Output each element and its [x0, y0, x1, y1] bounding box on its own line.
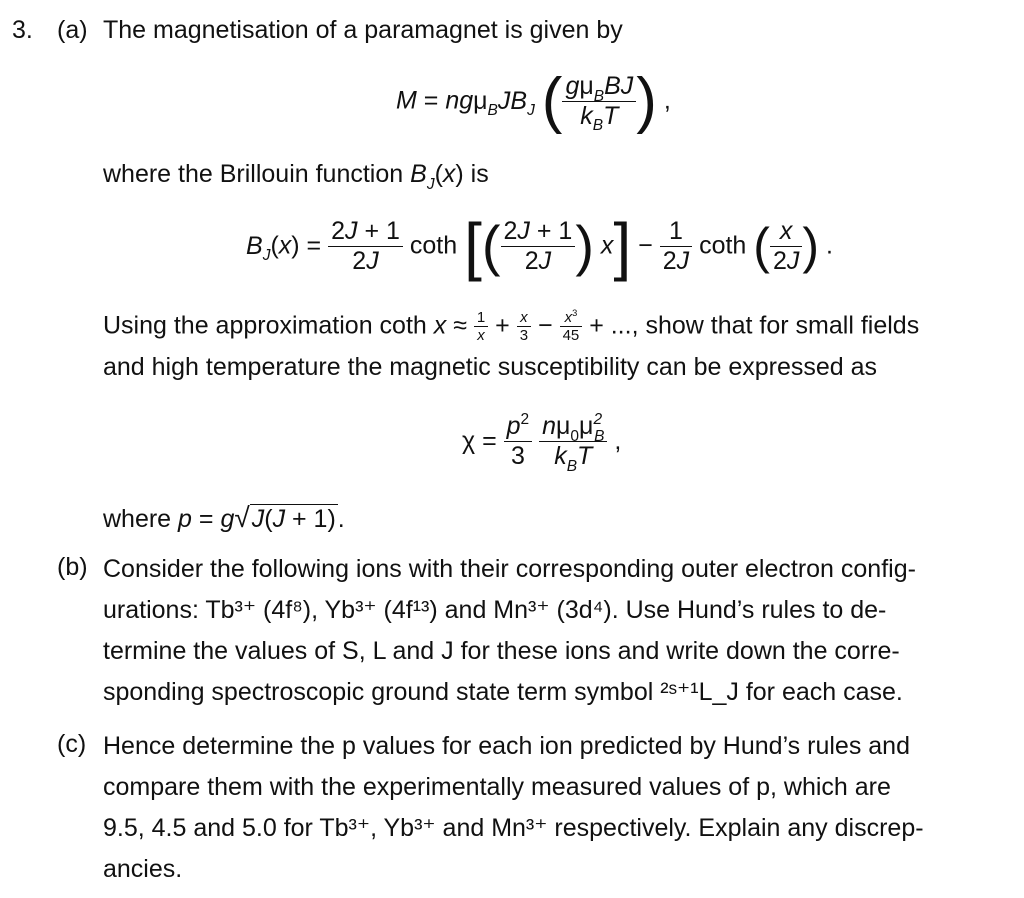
- part-c-line-1: Hence determine the p values for each ion predicted by Hund’s rules and: [103, 732, 910, 760]
- brillouin-equation: $B_J(x)$ = $\frac{2J + 1}{2J}$ coth [( $\frac{2J + 1}{2J}$ ) x] − $\frac{1}{2J}$ coth ( $\frac{x}{2J}$ ) .: [246, 210, 833, 282]
- part-b-line-3: termine the values of S, L and J for these ions and write down the corre-: [103, 637, 900, 665]
- part-b-line-2: urations: Tb³⁺ (4f⁸), Yb³⁺ (4f¹³) and Mn³⁺ (3d⁴). Use Hund’s rules to de-: [103, 596, 887, 624]
- part-b-line-1: Consider the following ions with their corresponding outer electron config-: [103, 555, 916, 583]
- question-number: 3.: [12, 16, 33, 44]
- approximation-line: Using the approximation coth x ≈ $\frac{1}{x}$ + $\frac{x}{3}$ − $\frac{x^3}{45}$ + ..., show that for small fields: [103, 307, 920, 345]
- part-c-label: (c): [57, 730, 87, 758]
- part-a-label: (a): [57, 16, 88, 44]
- brillouin-intro: where the Brillouin function $B_J(x)$ is: [103, 160, 489, 193]
- part-c-line-3: 9.5, 4.5 and 5.0 for Tb³⁺, Yb³⁺ and Mn³⁺ respectively. Explain any discrep-: [103, 814, 924, 842]
- magnetisation-equation: $M = ng\mu_BJB_J$ ( $\frac{g\mu_BBJ}{k_BT}$ ) ,: [396, 66, 671, 135]
- p-definition: where p = g√J(J + 1).: [103, 502, 345, 533]
- part-c-line-4: ancies.: [103, 855, 183, 883]
- approximation-line-2: and high temperature the magnetic susceptibility can be expressed as: [103, 353, 878, 381]
- part-a-intro: The magnetisation of a paramagnet is given by: [103, 16, 623, 44]
- part-c-line-2: compare them with the experimentally measured values of p, which are: [103, 773, 891, 801]
- susceptibility-equation: χ = $\frac{p^2}{3}$ $\frac{n\mu_0\mu^2_B}{k_BT}$ ,: [462, 410, 622, 475]
- part-b-line-4: sponding spectroscopic ground state term symbol ²ˢ⁺¹L_J for each case.: [103, 678, 903, 706]
- part-b-label: (b): [57, 553, 88, 581]
